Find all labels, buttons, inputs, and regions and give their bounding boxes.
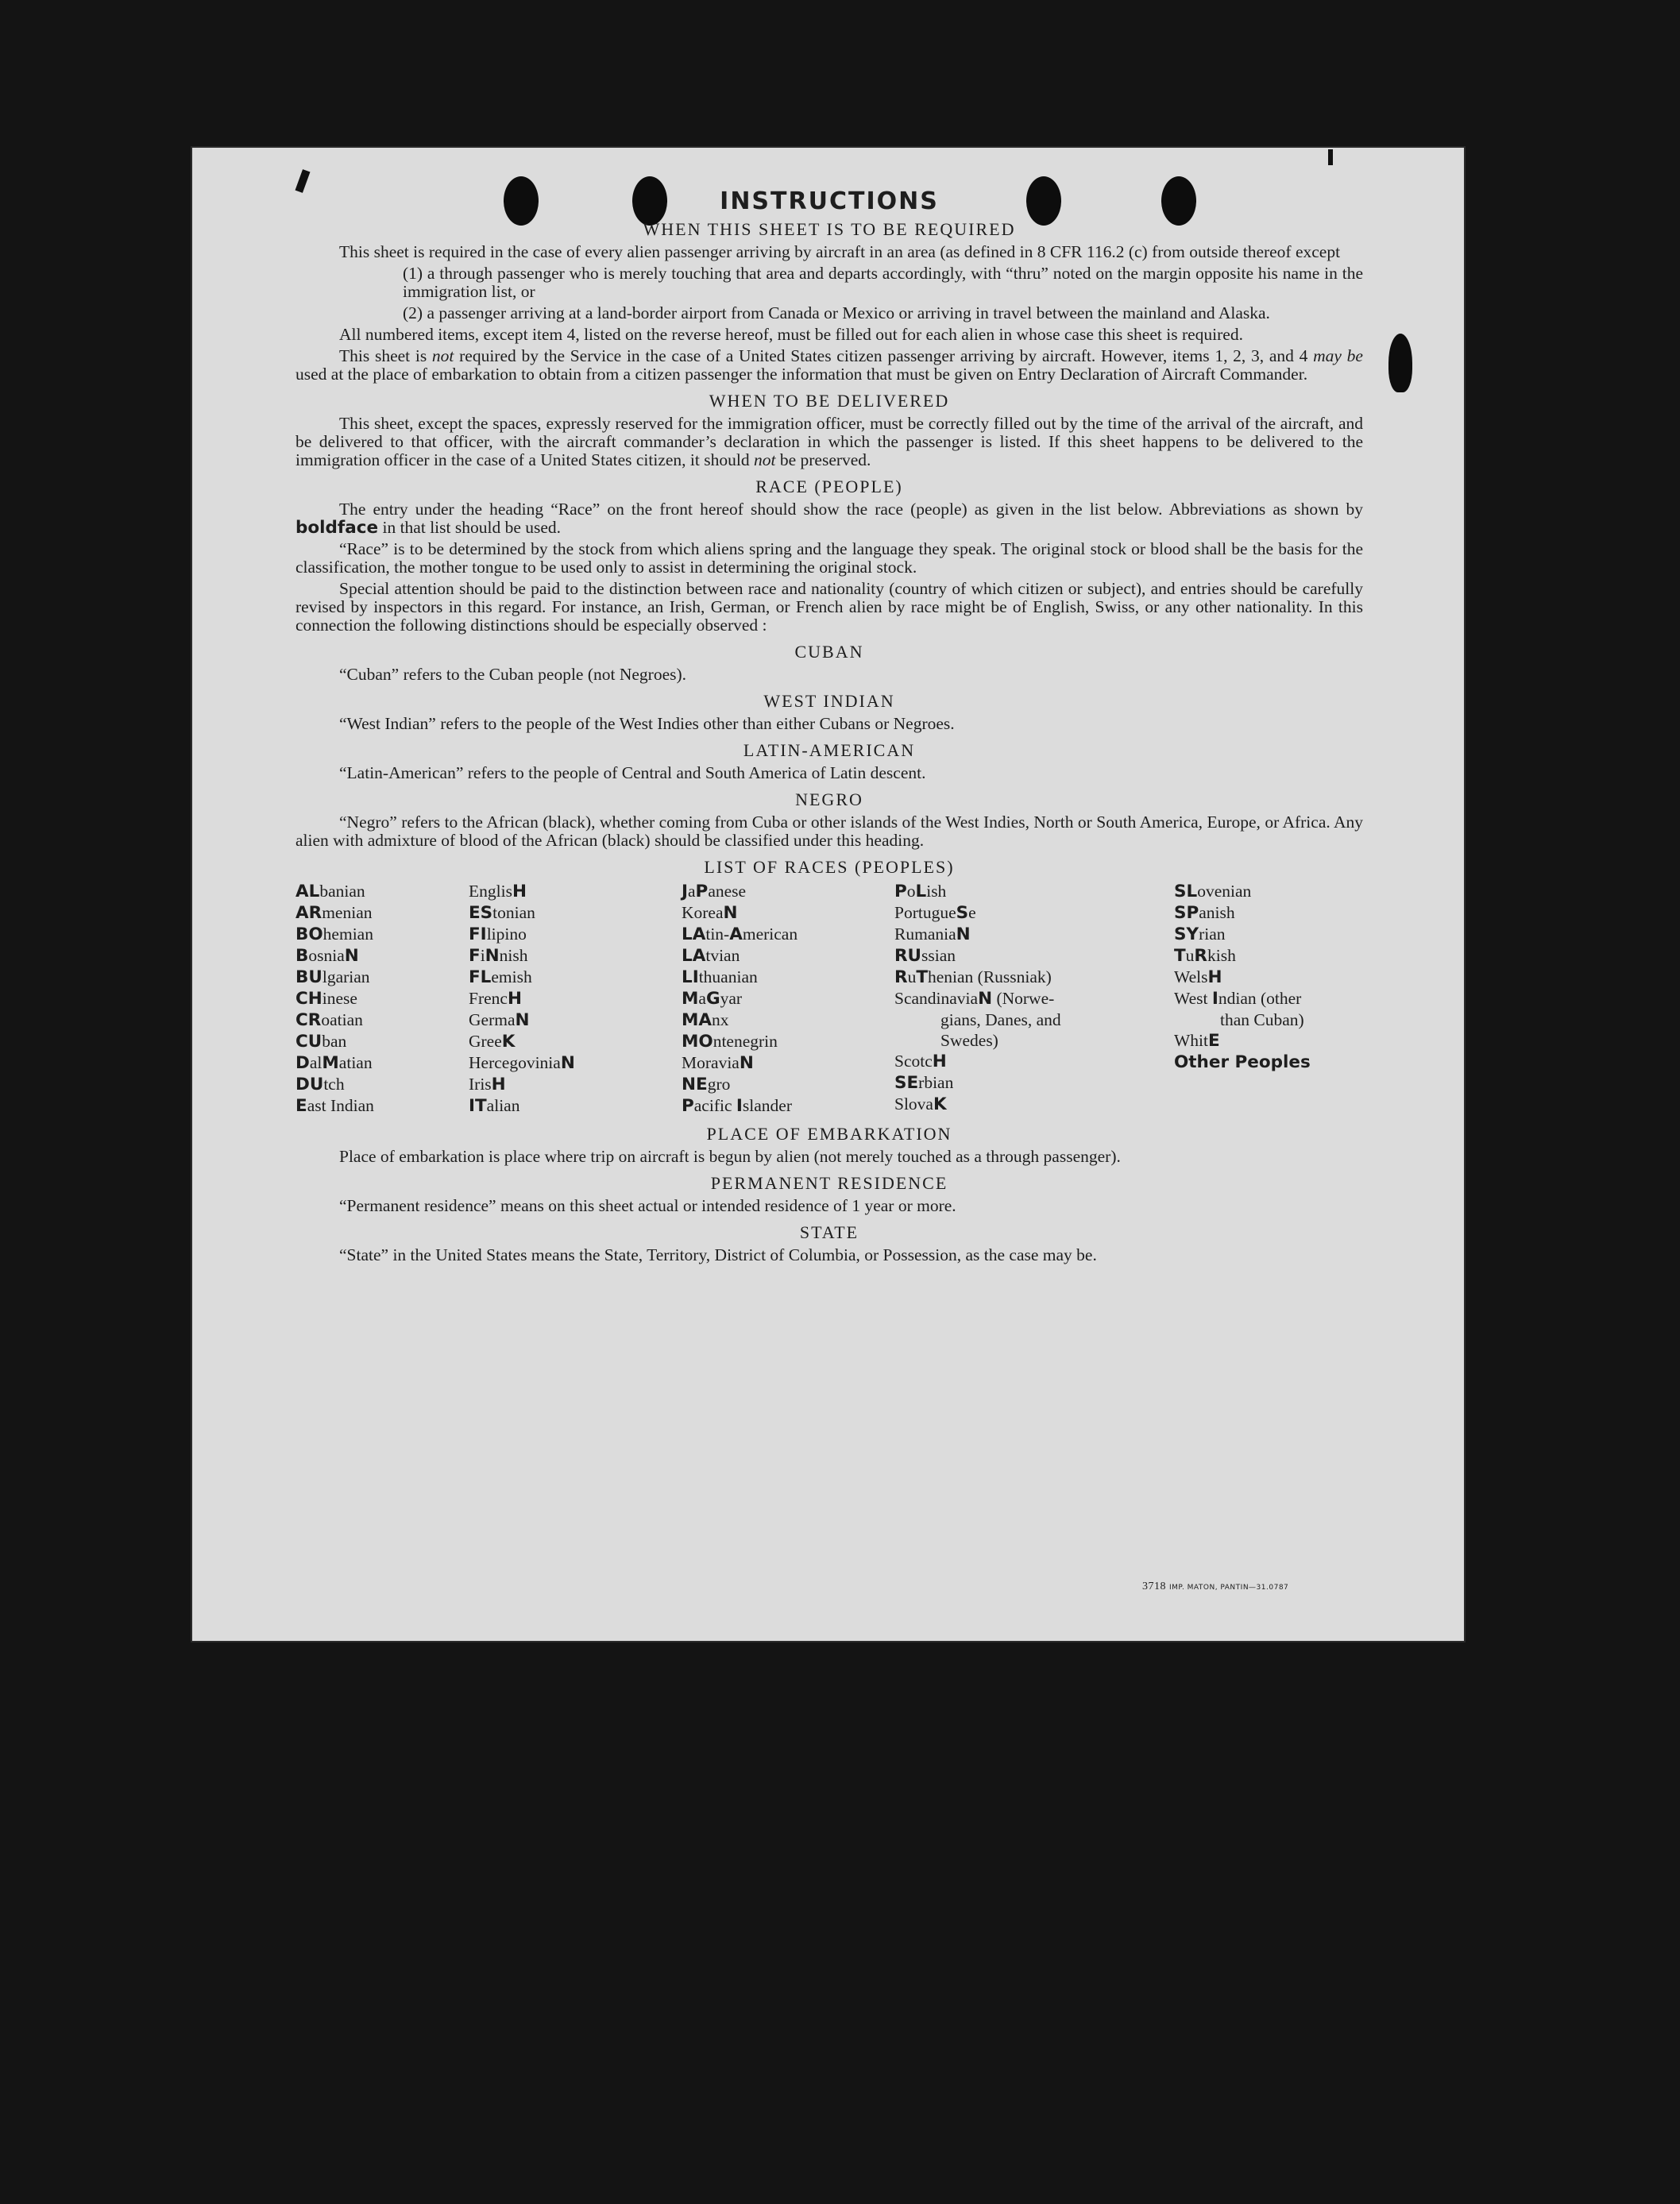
race-entry: JaPanese	[682, 882, 747, 901]
emphasis: not	[753, 450, 776, 469]
race-entry: FLemish	[469, 967, 532, 987]
paragraph: “Negro” refers to the African (black), whether coming from Cuba or other islands of the West Indies, North or South America, Europe, or Africa. Any alien with admixture of blood of the African (black) should be classified under this heading.	[295, 813, 1363, 850]
paragraph: Special attention should be paid to the distinction between race and nationality (country of which citizen or subject), and entries should be carefully revised by inspectors in this regard. For instance, an Irish, German, or French alien by race might be of English, Swiss, or any other nationality. In this connection the following distinctions should be especially observed :	[295, 579, 1363, 635]
ink-mark	[1328, 149, 1333, 165]
race-entry: BUlgarian	[295, 967, 370, 987]
emphasis: may be	[1313, 346, 1363, 365]
race-entry: ITalian	[469, 1096, 520, 1116]
races-column	[295, 881, 469, 1117]
race-entry: WelsH	[1174, 967, 1222, 987]
race-entry: KoreaN	[682, 903, 738, 923]
race-entry: GermaN	[469, 1010, 530, 1030]
race-entry: SlovaK	[894, 1094, 947, 1114]
heading-negro: NEGRO	[795, 789, 863, 809]
race-entry: SLovenian	[1174, 882, 1252, 901]
form-footer	[1142, 1581, 1288, 1593]
heading-when-required: WHEN THIS SHEET IS TO BE REQUIRED	[643, 219, 1016, 239]
race-entry: BosniaN	[295, 946, 359, 966]
race-entry: SErbian	[894, 1073, 954, 1093]
heading-race: RACE (PEOPLE)	[755, 477, 903, 496]
text: in that list should be used.	[378, 518, 562, 537]
race-entry: RUssian	[894, 946, 956, 966]
race-entry: EStonian	[469, 903, 535, 923]
list-item: (2) a passenger arriving at a land-border airport from Canada or Mexico or arriving in travel between the mainland and Alaska.	[403, 303, 1270, 322]
race-entry: FrencH	[469, 989, 522, 1009]
race-entry: BOhemian	[295, 924, 373, 944]
text: be preserved.	[775, 450, 871, 469]
race-entry: HercegoviniaN	[469, 1053, 575, 1073]
race-entry: MOntenegrin	[682, 1032, 778, 1052]
paragraph: Place of embarkation is place where trip on aircraft is begun by alien (not merely touched as a through passenger).	[339, 1147, 1121, 1166]
heading-state: STATE	[799, 1222, 859, 1242]
race-entry: RuThenian (Russniak)	[894, 967, 1052, 987]
race-entry: TuRkish	[1174, 946, 1236, 966]
race-entry: PortugueSe	[894, 903, 976, 923]
races-column	[1174, 881, 1363, 1117]
heading-permanent-residence: PERMANENT RESIDENCE	[710, 1173, 948, 1193]
heading-latin-american: LATIN-AMERICAN	[743, 740, 916, 760]
paragraph: This sheet is required in the case of every alien passenger arriving by aircraft in an area (as defined in 8 CFR 116.2 (c) from outside thereof except	[339, 242, 1341, 261]
text: This sheet is	[339, 346, 432, 365]
race-entry: CUban	[295, 1032, 347, 1052]
race-entry: CHinese	[295, 989, 357, 1009]
text: The entry under the heading “Race” on the front hereof should show the race (people) as given in the list below. Abbreviations as shown by	[339, 500, 1363, 519]
race-entry: ALbanian	[295, 882, 365, 901]
race-entry: than Cuban)	[1220, 1010, 1304, 1029]
race-entry: RumaniaN	[894, 924, 971, 944]
form-number: 3718	[1142, 1581, 1166, 1592]
race-entry: SYrian	[1174, 924, 1226, 944]
punch-hole	[1388, 334, 1412, 392]
race-entry: ScotcH	[894, 1052, 947, 1071]
races-column	[469, 881, 682, 1117]
race-entry: LIthuanian	[682, 967, 758, 987]
paragraph	[295, 347, 1363, 384]
paragraph	[295, 500, 1363, 537]
race-entry: gians, Danes, and	[940, 1010, 1061, 1029]
race-entry: Swedes)	[940, 1031, 998, 1050]
race-entry: CRoatian	[295, 1010, 363, 1030]
heading-embarkation: PLACE OF EMBARKATION	[706, 1124, 952, 1144]
heading-west-indian: WEST INDIAN	[763, 691, 895, 711]
document-sheet	[191, 146, 1466, 1642]
race-entry: IrisH	[469, 1075, 506, 1094]
race-entry: EnglisH	[469, 882, 527, 901]
paragraph: “Latin-American” refers to the people of Central and South America of Latin descent.	[339, 763, 926, 782]
race-entry: LAtvian	[682, 946, 740, 966]
text: required by the Service in the case of a United States citizen passenger arriving by aircraft. However, items 1, 2, 3, and 4	[454, 346, 1314, 365]
race-entry: WhitE	[1174, 1031, 1220, 1051]
paragraph: “West Indian” refers to the people of the West Indies other than either Cubans or Negroes.	[339, 714, 955, 733]
list-item: (1) a through passenger who is merely touching that area and departs accordingly, with “thru” noted on the margin opposite his name in the immigration list, or	[403, 264, 1363, 301]
race-entry: ScandinaviaN (Norwe-	[894, 989, 1055, 1009]
race-entry: LAtin-American	[682, 924, 798, 944]
page-title: INSTRUCTIONS	[720, 187, 939, 215]
heading-cuban: CUBAN	[794, 642, 864, 662]
emphasis: not	[431, 346, 454, 365]
paragraph: “Cuban” refers to the Cuban people (not Negroes).	[339, 665, 687, 684]
race-entry: ARmenian	[295, 903, 373, 923]
paragraph: “Race” is to be determined by the stock from which aliens spring and the language they speak. The original stock or blood shall be the basis for the classification, the mother tongue to be used only to assist in determining the original stock.	[295, 539, 1363, 577]
race-entry: NEgro	[682, 1075, 731, 1094]
text: used at the place of embarkation to obtain from a citizen passenger the information that must be given on Entry Declaration of Aircraft Commander.	[295, 365, 1308, 384]
race-entry: MoraviaN	[682, 1053, 754, 1073]
paragraph	[295, 415, 1363, 469]
paragraph: “Permanent residence” means on this sheet actual or intended residence of 1 year or more.	[339, 1196, 956, 1215]
printer-imprint: IMP. MATON, PANTIN—31.0787	[1169, 1584, 1289, 1592]
heading-when-delivered: WHEN TO BE DELIVERED	[709, 391, 950, 411]
race-entry: GreeK	[469, 1032, 516, 1052]
text: This sheet, except the spaces, expressly reserved for the immigration officer, must be correctly filled out by the time of the arrival of the aircraft, and be delivered to that officer, with the aircraft commander’s declaration in which the passenger is listed. If this sheet happens to be delivered to the immigration officer in the case of a United States citizen, it should	[295, 414, 1363, 469]
emphasis: boldface	[295, 518, 379, 538]
paragraph: All numbered items, except item 4, listed on the reverse hereof, must be filled out for each alien in whose case this sheet is required.	[339, 325, 1243, 344]
race-entry: East Indian	[295, 1096, 374, 1116]
race-entry: Pacific Islander	[682, 1096, 792, 1116]
race-entry: MaGyar	[682, 989, 743, 1009]
races-column	[894, 881, 1174, 1117]
paragraph: “State” in the United States means the State, Territory, District of Columbia, or Possession, as the case may be.	[339, 1245, 1097, 1264]
ink-mark	[295, 169, 311, 193]
race-entry: MAnx	[682, 1010, 729, 1030]
race-entry: DalMatian	[295, 1053, 373, 1073]
race-entry: Other Peoples	[1174, 1052, 1311, 1072]
race-entry: West Indian (other	[1174, 989, 1302, 1009]
races-list	[295, 881, 1363, 1117]
race-entry: FiNnish	[469, 946, 528, 966]
heading-list-of-races: LIST OF RACES (PEOPLES)	[704, 857, 955, 877]
race-entry: FIlipino	[469, 924, 527, 944]
instructions-content	[295, 187, 1363, 1268]
race-entry: PoLish	[894, 882, 947, 901]
races-column	[682, 881, 894, 1117]
race-entry: SPanish	[1174, 903, 1235, 923]
race-entry: DUtch	[295, 1075, 345, 1094]
